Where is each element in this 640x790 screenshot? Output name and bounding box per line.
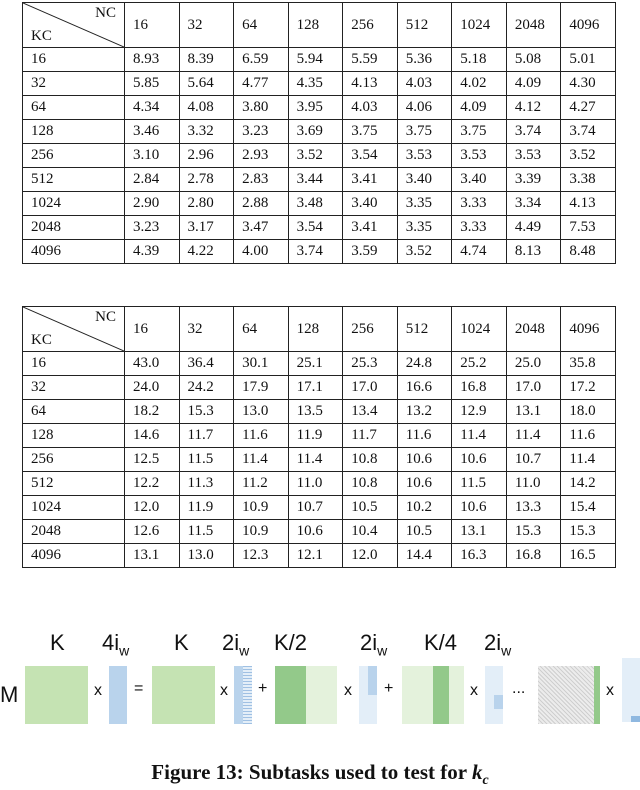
table-cell: 3.54 — [343, 144, 398, 168]
table-cell: 3.69 — [288, 120, 343, 144]
column-header: 64 — [234, 307, 289, 352]
table-cell: 8.93 — [125, 48, 180, 72]
table-cell: 3.39 — [506, 168, 561, 192]
iw-label-4: $2i_w$ — [484, 630, 512, 659]
table-cell: 12.0 — [343, 544, 398, 568]
table-cell: 4.08 — [179, 96, 234, 120]
table-cell: 8.39 — [179, 48, 234, 72]
column-header: 4096 — [561, 307, 616, 352]
table-cell: 3.53 — [397, 144, 452, 168]
table-cell: 4.00 — [234, 240, 289, 264]
table-cell: 14.2 — [561, 472, 616, 496]
table-cell: 10.7 — [288, 496, 343, 520]
table-cell: 10.2 — [397, 496, 452, 520]
table-cell: 11.4 — [506, 424, 561, 448]
figure-caption: Figure 13: Subtasks used to test for $k_c$ — [151, 760, 489, 789]
table-cell: 25.0 — [506, 352, 561, 376]
ellipsis-op: ... — [512, 680, 526, 697]
row-header: 16 — [23, 352, 125, 376]
row-header: 128 — [23, 120, 125, 144]
kc-label: KC — [31, 332, 52, 348]
table-cell: 5.85 — [125, 72, 180, 96]
table-cell: 7.53 — [561, 216, 616, 240]
column-header: 512 — [397, 307, 452, 352]
row-header: 16 — [23, 48, 125, 72]
table-cell: 13.1 — [125, 544, 180, 568]
table-cell: 3.23 — [234, 120, 289, 144]
table-cell: 4.77 — [234, 72, 289, 96]
table-cell: 3.10 — [125, 144, 180, 168]
table-cell: 16.6 — [397, 376, 452, 400]
table-cell: 11.5 — [179, 520, 234, 544]
table-cell: 3.52 — [561, 144, 616, 168]
table-cell: 11.6 — [234, 424, 289, 448]
table-row — [23, 72, 616, 96]
iw-label-1: $4i_w$ — [102, 630, 130, 659]
table-cell: 10.5 — [343, 496, 398, 520]
column-header: 32 — [179, 307, 234, 352]
table-cell: 11.7 — [343, 424, 398, 448]
times-op: x — [344, 682, 352, 699]
table-cell: 4.39 — [125, 240, 180, 264]
table-cell: 3.59 — [343, 240, 398, 264]
times-op: x — [470, 682, 478, 699]
table-cell: 18.2 — [125, 400, 180, 424]
table-row — [23, 520, 616, 544]
table-cell: 30.1 — [234, 352, 289, 376]
column-header: 2048 — [506, 3, 561, 48]
row-header: 1024 — [23, 496, 125, 520]
table-cell: 17.9 — [234, 376, 289, 400]
table-row — [23, 168, 616, 192]
row-header: 4096 — [23, 544, 125, 568]
table-cell: 5.64 — [179, 72, 234, 96]
table-cell: 4.02 — [452, 72, 507, 96]
table-cell: 25.3 — [343, 352, 398, 376]
column-header: 16 — [125, 3, 180, 48]
table-row — [23, 192, 616, 216]
times-op: x — [220, 682, 228, 699]
table-cell: 11.9 — [288, 424, 343, 448]
table-cell: 3.80 — [234, 96, 289, 120]
iw-label-2: $2i_w$ — [222, 630, 250, 659]
table-cell: 12.0 — [125, 496, 180, 520]
table-cell: 12.9 — [452, 400, 507, 424]
table-cell: 10.5 — [397, 520, 452, 544]
table-cell: 16.8 — [452, 376, 507, 400]
table-cell: 3.40 — [397, 168, 452, 192]
table-cell: 12.1 — [288, 544, 343, 568]
table-cell: 13.2 — [397, 400, 452, 424]
table-cell: 3.75 — [397, 120, 452, 144]
table-cell: 4.49 — [506, 216, 561, 240]
table-cell: 5.59 — [343, 48, 398, 72]
table-cell: 15.4 — [561, 496, 616, 520]
table-cell: 13.5 — [288, 400, 343, 424]
table-cell: 3.17 — [179, 216, 234, 240]
row-header: 2048 — [23, 520, 125, 544]
row-header: 64 — [23, 400, 125, 424]
table-cell: 3.33 — [452, 192, 507, 216]
column-header: 256 — [343, 307, 398, 352]
table-cell: 11.0 — [506, 472, 561, 496]
table-cell: 10.9 — [234, 496, 289, 520]
column-header: 2048 — [506, 307, 561, 352]
table-cell: 3.95 — [288, 96, 343, 120]
table-cell: 4.22 — [179, 240, 234, 264]
table-cell: 3.47 — [234, 216, 289, 240]
table-cell: 17.1 — [288, 376, 343, 400]
table-cell: 16.8 — [506, 544, 561, 568]
matrix-b-quarter — [485, 666, 503, 724]
table-cell: 11.5 — [452, 472, 507, 496]
iw-label-3: $2i_w$ — [360, 630, 388, 659]
row-header: 1024 — [23, 192, 125, 216]
table-cell: 10.6 — [397, 448, 452, 472]
table-row — [23, 48, 616, 72]
matrix-a-full-2 — [152, 666, 215, 724]
table-cell: 36.4 — [179, 352, 234, 376]
table-cell: 2.83 — [234, 168, 289, 192]
table-cell: 2.93 — [234, 144, 289, 168]
table-cell: 13.0 — [179, 544, 234, 568]
table-cell: 13.4 — [343, 400, 398, 424]
k-half-label: K/2 — [274, 630, 308, 655]
row-header: 256 — [23, 144, 125, 168]
table-cell: 5.94 — [288, 48, 343, 72]
table-cell: 43.0 — [125, 352, 180, 376]
header-row — [23, 307, 616, 352]
table-row — [23, 496, 616, 520]
matrix-b-half — [359, 666, 377, 724]
row-header: 32 — [23, 72, 125, 96]
row-header: 32 — [23, 376, 125, 400]
table-cell: 4.06 — [397, 96, 452, 120]
table-cell: 4.30 — [561, 72, 616, 96]
table-cell: 8.13 — [506, 240, 561, 264]
matrix-m-label: M — [0, 682, 19, 707]
table-row — [23, 448, 616, 472]
table-cell: 4.03 — [343, 96, 398, 120]
table-row — [23, 352, 616, 376]
equals-op: = — [134, 680, 144, 697]
table-cell: 5.18 — [452, 48, 507, 72]
table-cell: 3.40 — [343, 192, 398, 216]
corner-cell — [23, 3, 125, 48]
matrix-b-2iw — [234, 666, 252, 724]
table-cell: 14.6 — [125, 424, 180, 448]
times-op: x — [94, 682, 102, 699]
table-cell: 2.78 — [179, 168, 234, 192]
table-cell: 3.23 — [125, 216, 180, 240]
table-cell: 12.6 — [125, 520, 180, 544]
table-cell: 5.08 — [506, 48, 561, 72]
table-cell: 10.6 — [452, 496, 507, 520]
table-cell: 2.90 — [125, 192, 180, 216]
table-cell: 3.32 — [179, 120, 234, 144]
table-cell: 10.9 — [234, 520, 289, 544]
row-header: 64 — [23, 96, 125, 120]
column-header: 4096 — [561, 3, 616, 48]
table-cell: 11.6 — [397, 424, 452, 448]
k-quarter-label: K/4 — [424, 630, 458, 655]
table-cell: 3.35 — [397, 192, 452, 216]
k-label-2: K — [174, 630, 189, 655]
table-cell: 16.3 — [452, 544, 507, 568]
table-cell: 4.35 — [288, 72, 343, 96]
corner-cell — [23, 307, 125, 352]
table-cell: 25.1 — [288, 352, 343, 376]
k-label-1: K — [50, 630, 65, 655]
row-header: 2048 — [23, 216, 125, 240]
table-cell: 4.12 — [506, 96, 561, 120]
table-row — [23, 96, 616, 120]
table-cell: 3.75 — [343, 120, 398, 144]
matrix-a-half — [275, 666, 337, 724]
table-row — [23, 424, 616, 448]
table-cell: 15.3 — [506, 520, 561, 544]
table-cell: 15.3 — [179, 400, 234, 424]
column-header: 1024 — [452, 307, 507, 352]
row-header: 512 — [23, 168, 125, 192]
table-row — [23, 216, 616, 240]
table-row — [23, 240, 616, 264]
table-cell: 3.44 — [288, 168, 343, 192]
column-header: 128 — [288, 3, 343, 48]
table-cell: 15.3 — [561, 520, 616, 544]
table-cell: 14.4 — [397, 544, 452, 568]
row-header: 4096 — [23, 240, 125, 264]
table-cell: 35.8 — [561, 352, 616, 376]
table-cell: 11.9 — [179, 496, 234, 520]
subtask-diagram — [0, 628, 640, 728]
table-row — [23, 544, 616, 568]
table-cell: 3.46 — [125, 120, 180, 144]
table-row — [23, 400, 616, 424]
table-cell: 5.36 — [397, 48, 452, 72]
row-header: 256 — [23, 448, 125, 472]
matrix-a-last — [538, 666, 600, 724]
table-cell: 3.38 — [561, 168, 616, 192]
table-cell: 4.74 — [452, 240, 507, 264]
table-cell: 13.1 — [452, 520, 507, 544]
table-row — [23, 472, 616, 496]
table-cell: 2.80 — [179, 192, 234, 216]
table-row — [23, 376, 616, 400]
table-cell: 4.13 — [343, 72, 398, 96]
matrix-a-full — [25, 666, 88, 724]
column-header: 32 — [179, 3, 234, 48]
latency-table-1 — [22, 2, 616, 264]
latency-table-2 — [22, 306, 616, 568]
table-cell: 11.6 — [561, 424, 616, 448]
table-cell: 11.0 — [288, 472, 343, 496]
table-cell: 25.2 — [452, 352, 507, 376]
column-header: 16 — [125, 307, 180, 352]
table-cell: 13.3 — [506, 496, 561, 520]
table-cell: 3.75 — [452, 120, 507, 144]
table-cell: 11.4 — [288, 448, 343, 472]
table-cell: 2.96 — [179, 144, 234, 168]
table-cell: 4.27 — [561, 96, 616, 120]
table-cell: 10.6 — [288, 520, 343, 544]
matrix-b-last — [622, 658, 640, 722]
table-cell: 4.09 — [452, 96, 507, 120]
table-cell: 11.5 — [179, 448, 234, 472]
table-cell: 11.4 — [561, 448, 616, 472]
table-cell: 12.3 — [234, 544, 289, 568]
table-cell: 3.74 — [561, 120, 616, 144]
matrix-b-4iw — [109, 666, 127, 724]
table-cell: 11.7 — [179, 424, 234, 448]
table-cell: 5.01 — [561, 48, 616, 72]
table-cell: 4.09 — [506, 72, 561, 96]
table-cell: 10.8 — [343, 472, 398, 496]
table-cell: 2.88 — [234, 192, 289, 216]
table-cell: 12.2 — [125, 472, 180, 496]
table-cell: 18.0 — [561, 400, 616, 424]
table-cell: 24.2 — [179, 376, 234, 400]
table-cell: 4.34 — [125, 96, 180, 120]
table-cell: 10.7 — [506, 448, 561, 472]
table-cell: 3.53 — [452, 144, 507, 168]
table-cell: 3.52 — [288, 144, 343, 168]
matrix-a-quarter — [402, 666, 464, 724]
table-cell: 11.4 — [452, 424, 507, 448]
table-cell: 8.48 — [561, 240, 616, 264]
column-header: 64 — [234, 3, 289, 48]
table-cell: 10.6 — [397, 472, 452, 496]
table-cell: 4.03 — [397, 72, 452, 96]
table-cell: 10.8 — [343, 448, 398, 472]
table-cell: 17.0 — [506, 376, 561, 400]
table-cell: 3.40 — [452, 168, 507, 192]
table-cell: 3.52 — [397, 240, 452, 264]
kc-label: KC — [31, 28, 52, 44]
table-cell: 17.0 — [343, 376, 398, 400]
row-header: 512 — [23, 472, 125, 496]
table-cell: 3.41 — [343, 168, 398, 192]
table-cell: 11.3 — [179, 472, 234, 496]
column-header: 128 — [288, 307, 343, 352]
table-cell: 24.8 — [397, 352, 452, 376]
column-header: 1024 — [452, 3, 507, 48]
table-row — [23, 120, 616, 144]
header-row — [23, 3, 616, 48]
table-row — [23, 144, 616, 168]
table-cell: 10.6 — [452, 448, 507, 472]
table-cell: 10.4 — [343, 520, 398, 544]
times-op: x — [606, 682, 614, 699]
table-cell: 2.84 — [125, 168, 180, 192]
table-cell: 3.48 — [288, 192, 343, 216]
table-cell: 3.53 — [506, 144, 561, 168]
table-cell: 3.41 — [343, 216, 398, 240]
column-header: 512 — [397, 3, 452, 48]
nc-label: NC — [95, 5, 116, 21]
column-header: 256 — [343, 3, 398, 48]
row-header: 128 — [23, 424, 125, 448]
table-cell: 6.59 — [234, 48, 289, 72]
table-cell: 12.5 — [125, 448, 180, 472]
table-cell: 3.74 — [288, 240, 343, 264]
table-cell: 11.2 — [234, 472, 289, 496]
table-cell: 11.4 — [234, 448, 289, 472]
table-cell: 17.2 — [561, 376, 616, 400]
table-cell: 16.5 — [561, 544, 616, 568]
plus-op: + — [384, 680, 394, 697]
table-cell: 3.74 — [506, 120, 561, 144]
nc-label: NC — [95, 309, 116, 325]
table-cell: 4.13 — [561, 192, 616, 216]
plus-op: + — [258, 680, 268, 697]
table-cell: 3.33 — [452, 216, 507, 240]
table-cell: 3.34 — [506, 192, 561, 216]
table-cell: 13.0 — [234, 400, 289, 424]
table-cell: 3.35 — [397, 216, 452, 240]
table-cell: 24.0 — [125, 376, 180, 400]
table-cell: 3.54 — [288, 216, 343, 240]
table-cell: 13.1 — [506, 400, 561, 424]
